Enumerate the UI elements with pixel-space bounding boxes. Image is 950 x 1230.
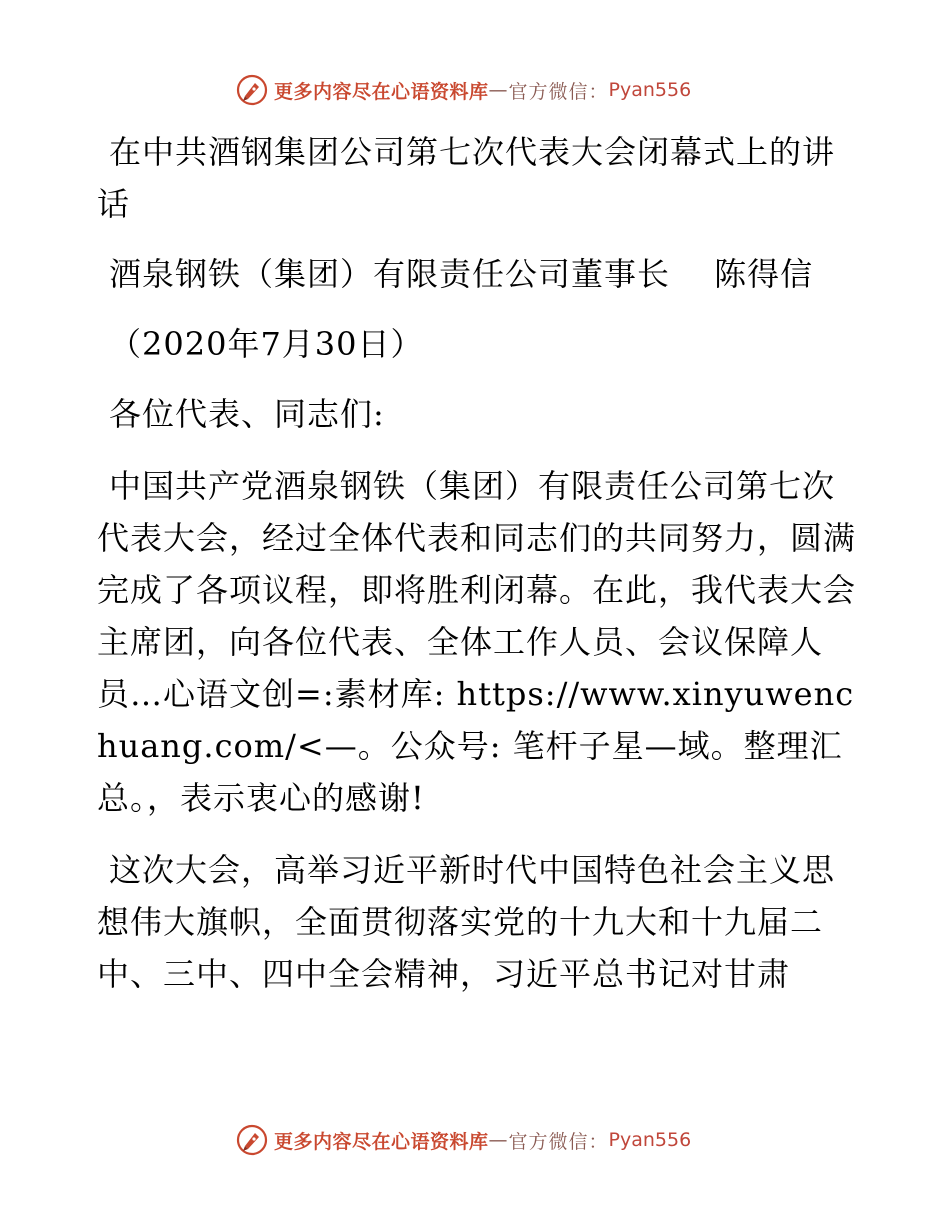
watermark-official: 官方微信： (508, 80, 609, 103)
watermark-id: Pyan556 (608, 1129, 692, 1151)
speech-greeting: 各位代表、同志们: (109, 395, 385, 433)
header-watermark (236, 73, 756, 107)
watermark-official: 官方微信： (508, 1130, 609, 1153)
watermark-dash: — (488, 1129, 509, 1151)
speech-author: 酒泉钢铁（集团）有限责任公司董事长 陈得信 (109, 255, 814, 293)
body-paragraph: 这次大会，高举习近平新时代中国特色社会主义思想伟大旗帜，全面贯彻落实党的十九大和十九届二中、三中、四中全会精神，习近平总书记对甘肃 (97, 851, 836, 993)
watermark-brand: 更多内容尽在心语资料库 (274, 80, 489, 103)
watermark-brand: 更多内容尽在心语资料库 (274, 1130, 489, 1153)
body-paragraph: 中国共产党酒泉钢铁（集团）有限责任公司第七次代表大会，经过全体代表和同志们的共同努力，圆满完成了各项议程，即将胜利闭幕。在此，我代表大会主席团，向各位代表、全体工作人员、会议保障人员…心语文创=:素材库: https://www.xinyuwenchuang.com/<—。公众号: 笔杆子星—域。整理汇总。，表示衷心的感谢! (97, 467, 857, 817)
watermark-dash: — (488, 79, 509, 101)
speech-title: 在中共酒钢集团公司第七次代表大会闭幕式上的讲话 (97, 133, 836, 223)
footer-watermark (236, 1123, 756, 1157)
pen-nib-logo-icon (236, 74, 268, 106)
watermark-id: Pyan556 (608, 79, 692, 101)
speech-date: （2020年7月30日） (109, 325, 424, 363)
pen-nib-logo-icon (236, 1124, 268, 1156)
document-body (97, 126, 857, 1020)
